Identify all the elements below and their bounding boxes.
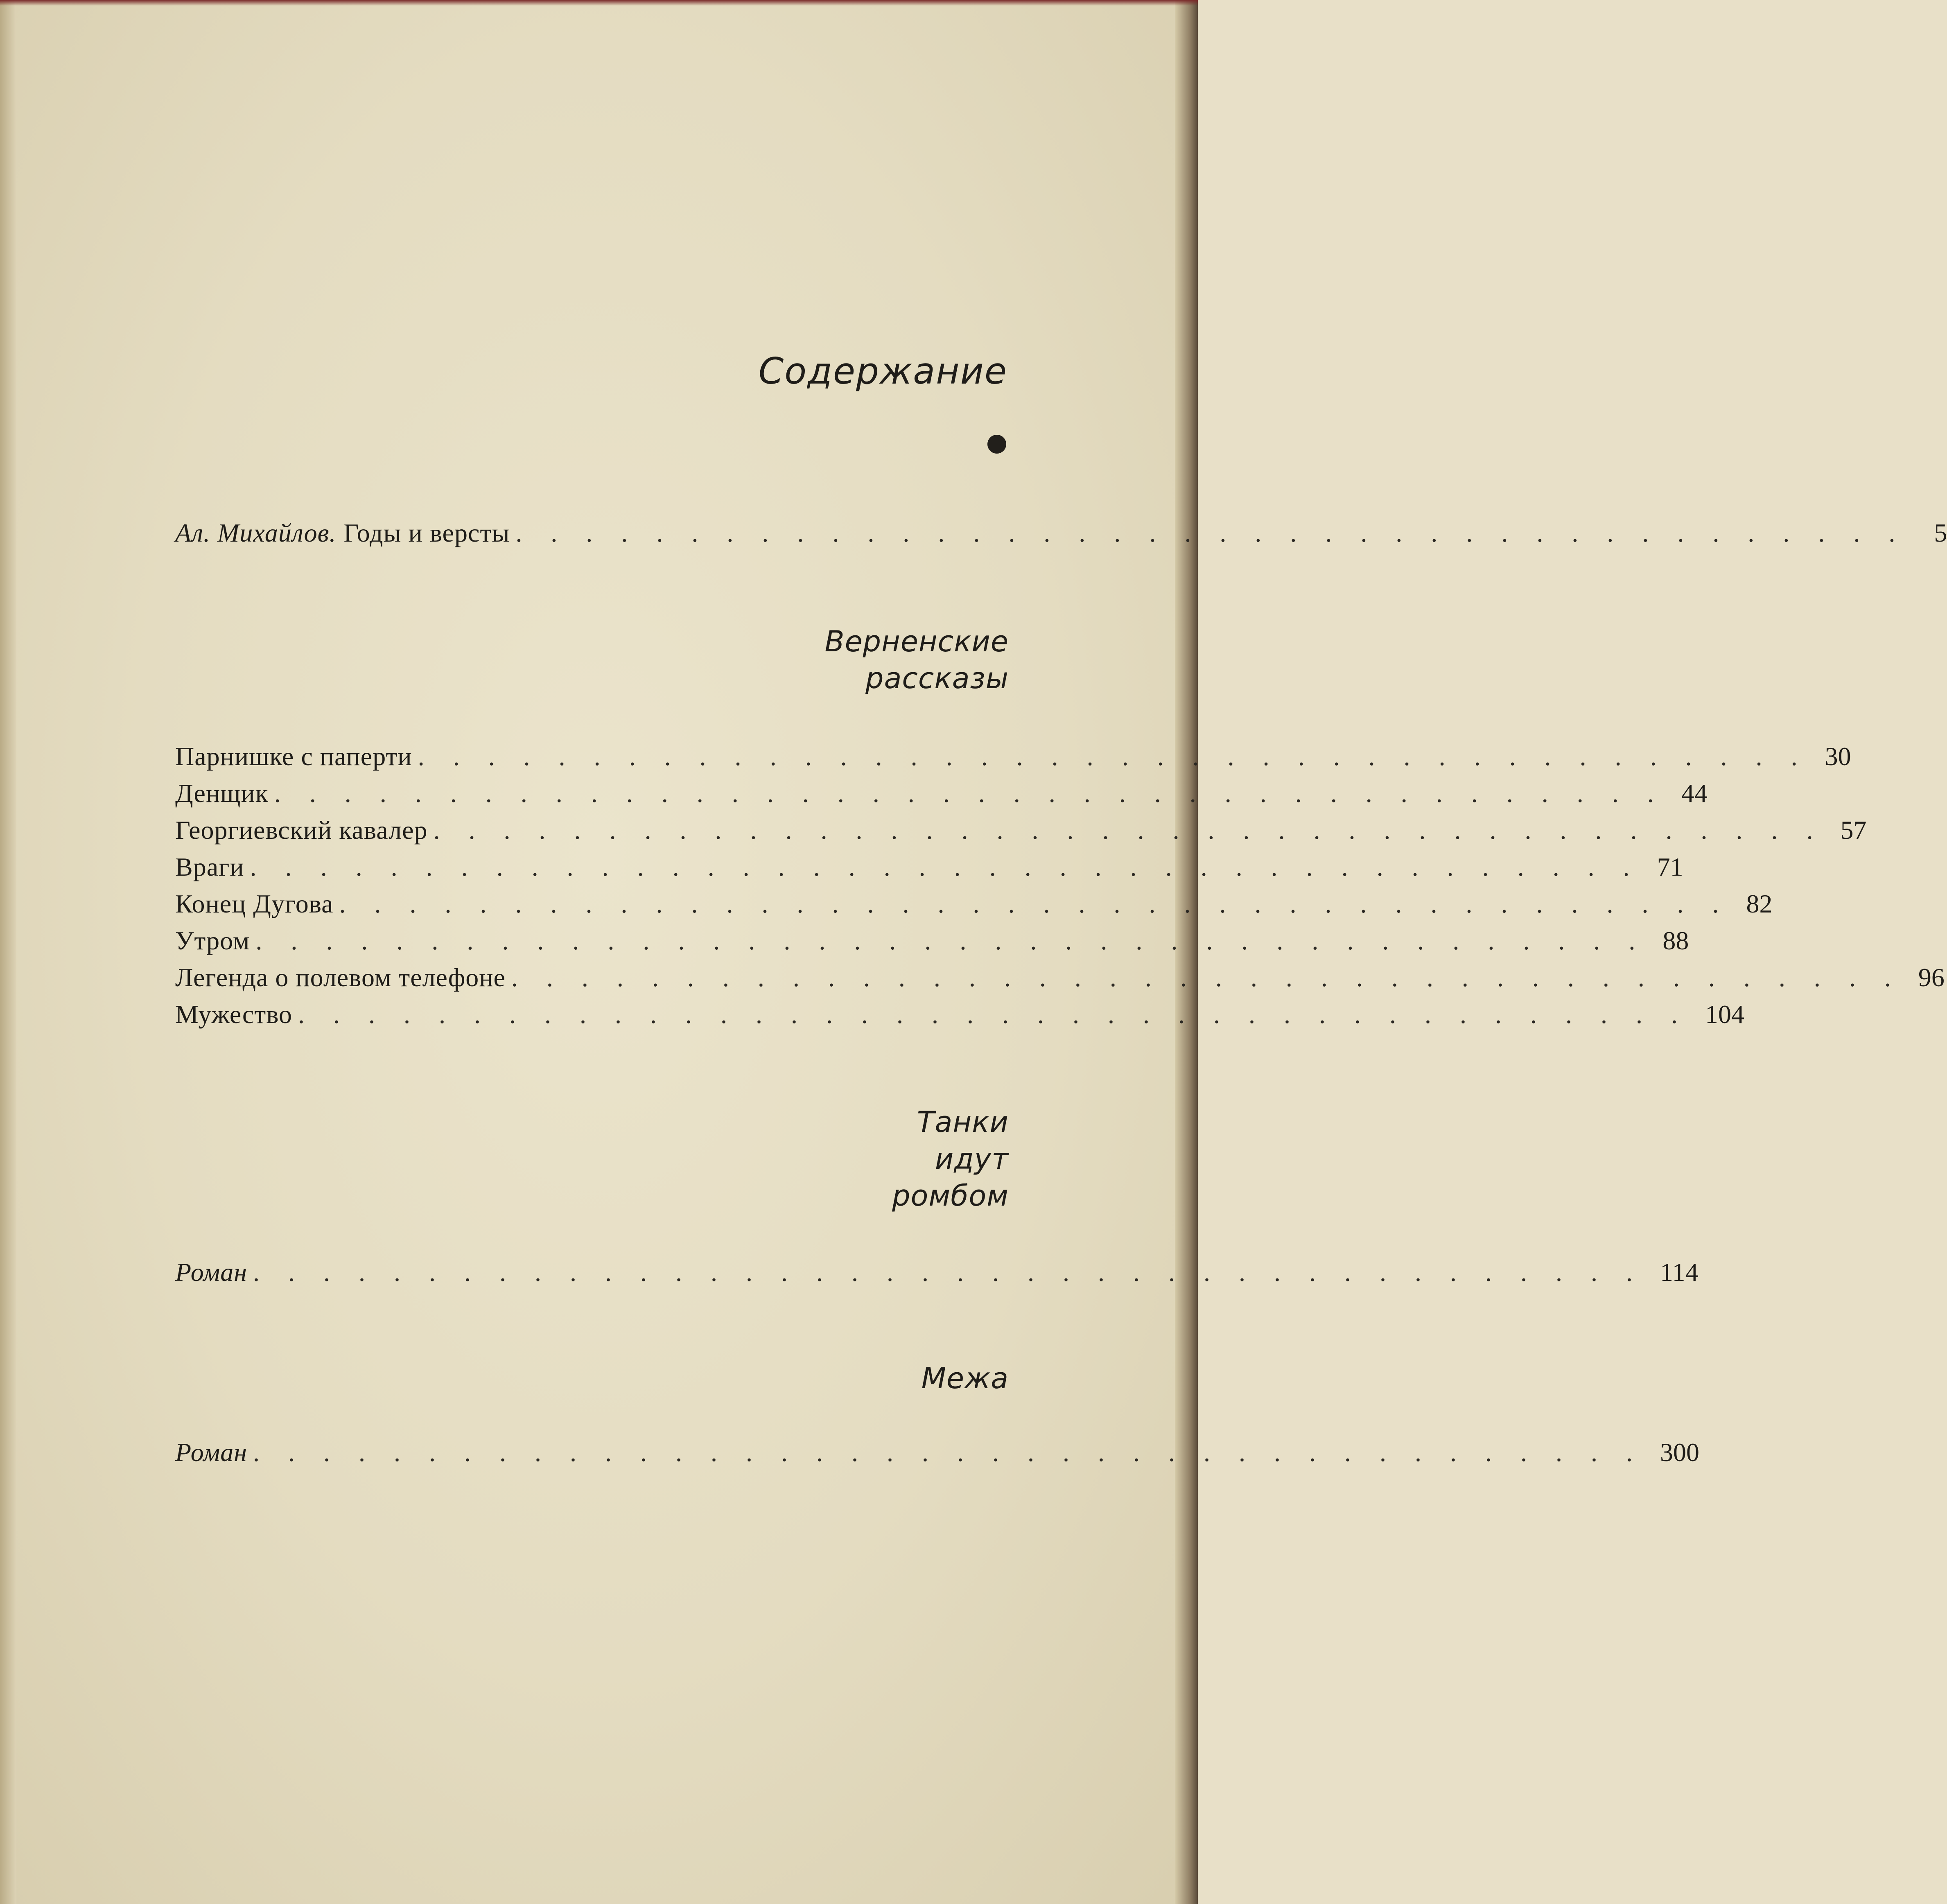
section-heading-line: Верненские [824,625,1009,658]
entry-title: Роман [175,1438,247,1467]
toc-entry[interactable] [175,888,1773,920]
section-heading-line: идут [935,1142,1009,1176]
toc-entry[interactable] [175,814,1867,847]
leader-dots: . . . . . . . . . . . . . . . . . . . . . . . . . . . . . . . . . . . . . . . . [253,1258,1644,1287]
leader-dots: . . . . . . . . . . . . . . . . . . . . . . . . . . . . . . . . . . . . . . . . [255,926,1647,955]
entry-page-number: 114 [1660,1258,1699,1287]
intro-author: Ал. Михайлов. [175,518,337,547]
toc-entry[interactable] [175,924,1689,957]
toc-entry[interactable] [175,961,1945,994]
section-heading-line: Межа [921,1362,1009,1395]
entry-title: Роман [175,1258,247,1287]
entry-title: Георгиевский кавалер [175,815,428,845]
bullet-icon [987,435,1006,454]
leader-dots: . . . . . . . . . . . . . . . . . . . . . . . . . . . . . . . . . . . . . . . . [418,742,1809,771]
entry-page-number: 104 [1705,1000,1744,1029]
entry-title: Утром [175,926,250,955]
entry-title: Парнишке с паперти [175,742,412,771]
toc-entry[interactable] [175,1436,1699,1469]
leader-dots: . . . . . . . . . . . . . . . . . . . . . . . . . . . . . . . . . . . . . . . . [298,1000,1689,1029]
entry-page-number: 300 [1660,1438,1699,1467]
entry-title: Враги [175,852,244,881]
toc-entry[interactable] [175,1256,1699,1289]
leader-dots: . . . . . . . . . . . . . . . . . . . . . . . . . . . . . . . . . . . . . . . . [339,889,1730,918]
toc-entry[interactable] [175,777,1708,810]
intro-page-number: 5 [1934,518,1947,547]
intro-title: Годы и версты [343,518,510,547]
entry-page-number: 57 [1840,815,1867,845]
toc-entry[interactable] [175,740,1851,773]
section-heading-2 [892,1104,1009,1214]
leader-dots: . . . . . . . . . . . . . . . . . . . . . . . . . . . . . . . . . . . . . . . . [433,815,1824,845]
section-heading-line: Танки [917,1105,1009,1139]
section-heading-1 [825,623,1009,697]
entry-page-number: 44 [1681,779,1708,808]
entry-title: Конец Дугова [175,889,334,918]
leader-dots: . . . . . . . . . . . . . . . . . . . . . . . . . . . . . . . . . . . . . . . . [274,779,1665,808]
entry-title: Легенда о полевом телефоне [175,963,506,992]
section-heading-line: рассказы [865,662,1009,695]
toc-entry[interactable] [175,998,1744,1031]
entry-page-number: 96 [1918,963,1945,992]
entry-page-number: 88 [1662,926,1689,955]
section-heading-3 [922,1360,1009,1397]
leader-dots: . . . . . . . . . . . . . . . . . . . . . . . . . . . . . . . . . . . . . . . . [253,1438,1644,1467]
page-top-edge [0,0,1198,6]
toc-title: Содержание [758,350,1007,392]
leader-dots: . . . . . . . . . . . . . . . . . . . . . . . . . . . . . . . . . . . . . . . . [515,518,1906,547]
section-heading-line: ромбом [892,1179,1009,1213]
entry-page-number: 30 [1825,742,1851,771]
toc-entry-intro[interactable] [175,517,1947,549]
toc-entry[interactable] [175,851,1683,883]
entry-page-number: 71 [1657,852,1683,881]
page-left-edge [0,0,16,1904]
entry-title: Денщик [175,779,269,808]
leader-dots: . . . . . . . . . . . . . . . . . . . . . . . . . . . . . . . . . . . . . . . . [250,852,1641,881]
entry-page-number: 82 [1746,889,1773,918]
entry-title: Мужество [175,1000,292,1029]
leader-dots: . . . . . . . . . . . . . . . . . . . . . . . . . . . . . . . . . . . . . . . . [511,963,1902,992]
